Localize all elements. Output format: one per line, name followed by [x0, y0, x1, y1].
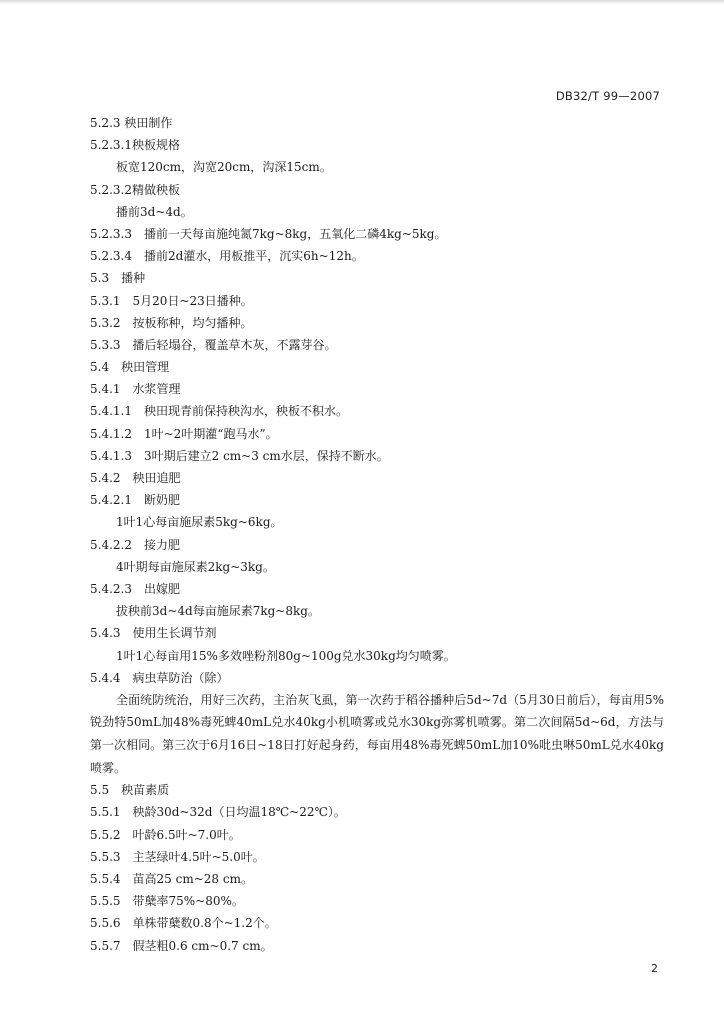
document-code: DB32/T 99—2007: [555, 89, 660, 103]
body-text: 板宽120cm，沟宽20cm，沟深15cm。: [116, 160, 332, 175]
clause-text: 5.5.6 单株带蘖数0.8个~1.2个。: [90, 916, 277, 931]
clause-text: 5.4.1.3 3叶期后建立2 cm~3 cm水层，保持不断水。: [90, 448, 389, 463]
clause-text: 5.5.3 主茎绿叶4.5叶~5.0叶。: [90, 849, 265, 864]
section-heading: 5.4 秧田管理: [90, 360, 170, 375]
section-heading: 5.4.3 使用生长调节剂: [90, 626, 217, 641]
section-heading: 5.4.2 秧田追肥: [90, 471, 181, 485]
section-heading: 5.4.2.1 断奶肥: [90, 493, 180, 508]
clause-text: 5.2.3.4 播前2d灌水，用板推平，沉实6h~12h。: [90, 249, 364, 264]
clause-text: 5.5.1 秧龄30d~32d（日均温18℃~22℃）。: [90, 805, 346, 820]
clause-text: 5.2.3.3 播前一天每亩施纯氮7kg~8kg，五氧化二磷4kg~5kg。: [90, 226, 447, 241]
body-paragraph: 全面统防统治，用好三次药，主治灰飞虱，第一次药于稻谷播种后5d~7d（5月30日前后），每亩用5%锐劲特50mL加48%毒死蜱40mL兑水40kg小机喷雾或兑水30kg弥雾机喷雾。第二次间隔5d~6d，方法与第一次相同。第三次于6月16日~18日打好起身药，每亩用48%毒死蜱50mL加10%吡虫啉50mL兑水40kg喷雾。: [90, 692, 664, 775]
scan-top-edge: [0, 0, 724, 4]
clause-text: 5.3.2 按板称种，均匀播种。: [90, 315, 253, 330]
document-body: [90, 112, 664, 957]
section-heading: 5.4.2.3 出嫁肥: [90, 581, 180, 596]
section-heading: 5.2.3.2精做秧板: [90, 182, 180, 197]
section-heading: 5.4.1 水浆管理: [90, 382, 181, 397]
section-heading: 5.3 播种: [90, 271, 146, 286]
clause-text: 5.5.7 假茎粗0.6 cm~0.7 cm。: [90, 938, 273, 953]
body-text: 1叶1心每亩用15%多效唑粉剂80g~100g兑水30kg均匀喷雾。: [116, 648, 456, 663]
clause-text: 5.5.4 苗高25 cm~28 cm。: [90, 872, 253, 886]
body-text: 1叶1心每亩施尿素5kg~6kg。: [116, 515, 283, 530]
section-heading: 5.2.3.1秧板规格: [90, 138, 180, 153]
body-text: 播前3d~4d。: [116, 204, 193, 219]
clause-text: 5.5.2 叶龄6.5叶~7.0叶。: [90, 827, 241, 842]
clause-text: 5.3.1 5月20日~23日播种。: [90, 293, 253, 308]
page-number: 2: [651, 962, 658, 975]
section-heading: 5.2.3 秧田制作: [90, 116, 173, 130]
body-text: 拔秧前3d~4d每亩施尿素7kg~8kg。: [116, 604, 320, 619]
clause-text: 5.3.3 播后轻塌谷，覆盖草木灰，不露芽谷。: [90, 337, 337, 352]
section-heading: 5.5 秧苗素质: [90, 783, 170, 798]
section-heading: 5.4.2.2 接力肥: [90, 537, 180, 552]
clause-text: 5.5.5 带蘖率75%~80%。: [90, 894, 244, 909]
body-text: 4叶期每亩施尿素2kg~3kg。: [116, 559, 275, 574]
clause-text: 5.4.1.1 秧田现青前保持秧沟水，秧板不积水。: [90, 404, 348, 419]
section-heading: 5.4.4 病虫草防治（除）: [90, 670, 229, 685]
clause-text: 5.4.1.2 1叶~2叶期灌“跑马水”。: [90, 426, 278, 441]
